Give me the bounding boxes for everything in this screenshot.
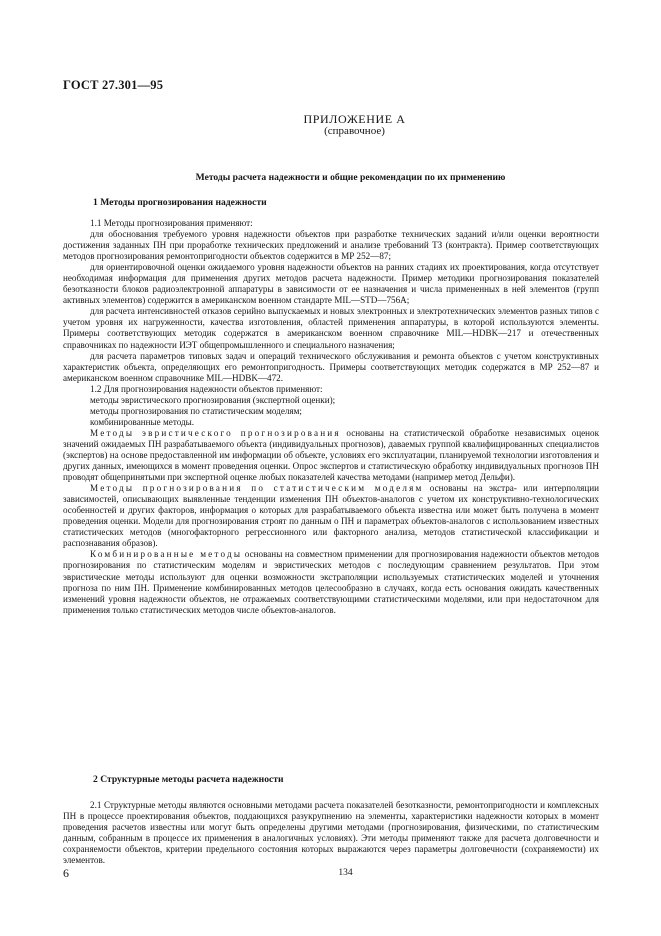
- paragraph: [63, 428, 599, 483]
- spaced-term: Методы прогнозирования по статистическим моделям: [90, 483, 424, 494]
- paragraph: 1.2 Для прогнозирования надежности объектов применяют:: [90, 383, 323, 394]
- section-1-body: [63, 218, 599, 616]
- paragraph: [63, 549, 599, 615]
- list-item: комбинированные методы.: [90, 416, 195, 427]
- paragraph: [63, 483, 599, 549]
- document-code: ГОСТ 27.301—95: [63, 78, 164, 92]
- appendix-subtitle: (справочное): [324, 125, 385, 137]
- page-number-left: 6: [63, 866, 69, 880]
- paragraph: для ориентировочной оценки ожидаемого уровня надежности объектов на ранних стадиях их проектирования, когда отсутствует необходимая информация для применения других методов расчета надежности. Пример методики прогнозирования показателей безотказности блоков радиоэлектронной аппаратуры в зависимости от ее назначения и числа примененных в ней элементов (групп активных элементов) содержится в американском военном стандарте MIL—STD—756A;: [63, 262, 599, 306]
- list-item: методы прогнозирования по статистическим моделям;: [90, 405, 302, 416]
- appendix-title: ПРИЛОЖЕНИЕ А: [303, 112, 406, 126]
- section-2-heading: 2 Структурные методы расчета надежности: [93, 774, 284, 785]
- spaced-term: Методы эвристического прогнозирования: [90, 427, 341, 438]
- section-2-body: [63, 800, 599, 866]
- section-1-heading: 1 Методы прогнозирования надежности: [93, 197, 267, 208]
- paragraph-text: основаны на совместном применении для прогнозирования надежности объектов методов прогнозирования по статистическим моделям и эвристических методов с последующим сравнением результатов. При этом эвристические методы используют для оценки возможности экстраполяции используемых статистических моделей и уточнения прогноза по ним ПН. Применение комбинированных методов целесообразно в случаях, когда есть основания ожидать качественных изменений уровня надежности объектов, не отражаемых соответствующими статистическими моделями, или при недостаточном для применения только статистических методов числе объектов-аналогов.: [63, 549, 599, 615]
- paragraph-text: основаны на экстра- или интерполяции зависимостей, описывающих выявленные тенденции изменения ПН объектов-аналогов с учетом их конструктивно-технологических особенностей и других факторов, информация о которых для разрабатываемого объекта известна или может быть получена в момент проведения оценки. Модели для прогнозирования строят по данным о ПН и параметрах объектов-аналогов с использованием известных статистических методов (многофакторного регрессионного или факторного анализа, методов статистической классификации и распознавания образов).: [63, 483, 599, 549]
- paragraph: для обоснования требуемого уровня надежности объектов при разработке технических заданий и/или оценки вероятности достижения заданных ПН при проработке технических предложений и анализе требований ТЗ (контракта). Пример соответствующих методов прогнозирования ремонтопригодности объектов содержится в МР 252—87;: [63, 229, 599, 262]
- main-title: Методы расчета надежности и общие рекомендации по их применению: [195, 172, 506, 183]
- paragraph-text: основаны на статистической обработке независимых оценок значений ожидаемых ПН разрабатываемого объекта (индивидуальных прогнозов), даваемых группой квалифицированных специалистов (экспертов) на основе предоставленной им информации об объекте, условиях его эксплуатации, планируемой технологии изготовления и других данных, имеющихся в момент проведения оценки. Опрос экспертов и статистическую обработку индивидуальных прогнозов ПН проводят общепринятыми при экспертной оценке любых показателей качества методами (например метод Дельфи).: [63, 427, 600, 483]
- spaced-term: Комбинированные методы: [90, 549, 243, 560]
- paragraph: для расчета параметров типовых задач и операций технического обслуживания и ремонта объектов с учетом конструктивных характеристик объекта, определяющих его ремонтопригодность. Примеры соответствующих методик содержатся в МР 252—87 и американском военном справочнике MIL—HDBK—472.: [63, 350, 599, 383]
- paragraph: для расчета интенсивностей отказов серийно выпускаемых и новых электронных и электротехнических элементов разных типов с учетом уровня их нагруженности, качества изготовления, областей применения аппаратуры, в которой используются элементы. Примеры соответствующих методик содержатся в американском военном справочнике MIL—HDBK—217 и отечественных справочниках по надежности ИЭТ общепромышленного и специального назначения;: [63, 306, 599, 350]
- paragraph: 1.1 Методы прогнозирования применяют:: [90, 218, 253, 228]
- page-number-center: 134: [338, 868, 353, 878]
- list-item: методы эвристического прогнозирования (экспертной оценки);: [90, 394, 336, 405]
- paragraph: 2.1 Структурные методы являются основными методами расчета показателей безотказности, ремонтопригодности и комплексных ПН в процессе проектирования объектов, поддающихся разукрупнению на элементы, характеристики надежности которых в момент проведения расчетов известны или могут быть определены другими методами (прогнозирования, физическими, по статистическим данным, собранным в процессе их применения в аналогичных условиях). Эти методы применяют также для расчета долговечности и сохраняемости объектов, критерии предельного состояния которых выражаются через параметры долговечности (сохраняемости) их элементов.: [63, 800, 599, 866]
